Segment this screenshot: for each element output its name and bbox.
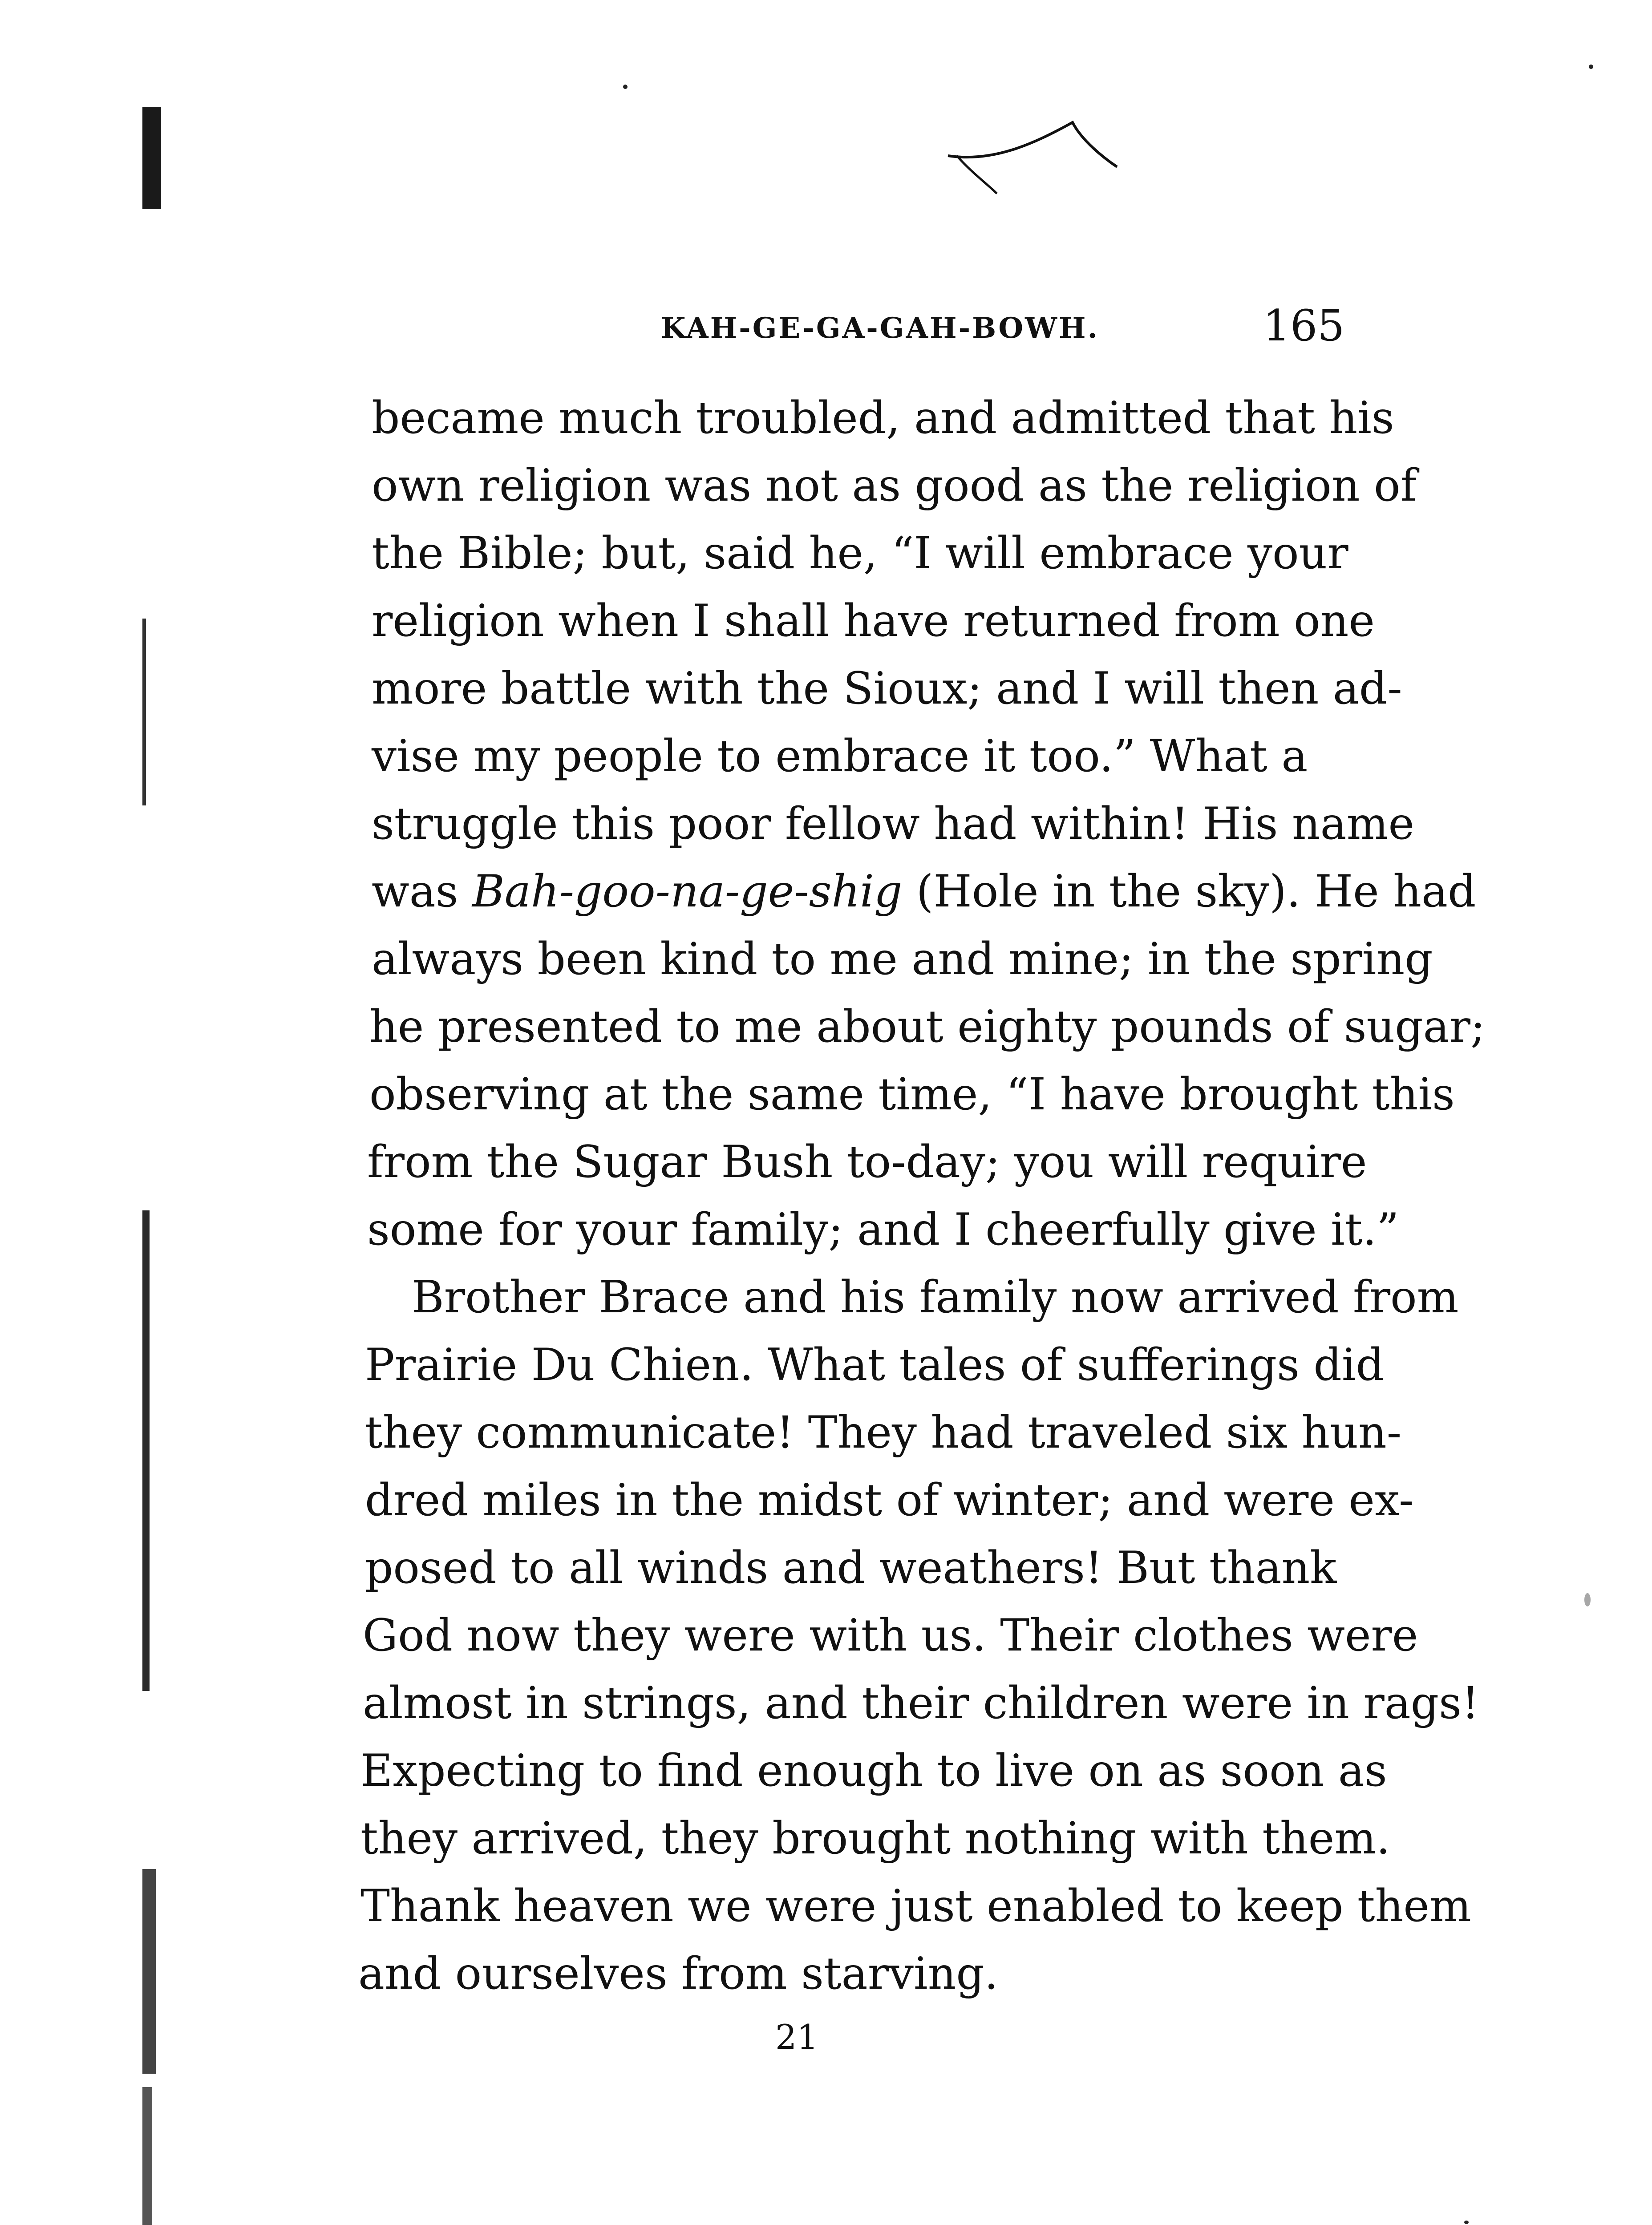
pen-scribble <box>939 113 1126 211</box>
text-line: Expecting to find enough to live on as soon as <box>360 1745 1387 1796</box>
text-line: Thank heaven we were just enabled to keep them <box>360 1881 1471 1932</box>
speck <box>623 85 628 89</box>
signature-mark: 21 <box>775 2017 818 2057</box>
text-line <box>372 866 1476 917</box>
text-line: from the Sugar Bush to-day; you will require <box>367 1137 1367 1188</box>
text-line: religion when I shall have returned from one <box>372 595 1375 647</box>
text-line: vise my people to embrace it too.” What a <box>372 731 1308 782</box>
text-line: and ourselves from starving. <box>358 1948 999 1999</box>
text-line: they arrived, they brought nothing with them. <box>360 1813 1390 1864</box>
text-line: some for your family; and I cheerfully give it.” <box>367 1204 1399 1255</box>
text-line: dred miles in the midst of winter; and were ex- <box>365 1475 1414 1526</box>
text-line: more battle with the Sioux; and I will then ad- <box>372 663 1402 714</box>
speck <box>1589 65 1593 69</box>
text-line: Brother Brace and his family now arrived from <box>412 1272 1459 1323</box>
italic-name: Bah-goo-na-ge-shig <box>472 866 903 917</box>
text-line: always been kind to me and mine; in the spring <box>372 934 1433 985</box>
text-line: God now they were with us. Their clothes were <box>363 1610 1418 1661</box>
page-number: 165 <box>1263 301 1345 351</box>
binding-shadow <box>142 107 174 2225</box>
speck <box>1584 1593 1591 1606</box>
text-line: they communicate! They had traveled six hun- <box>365 1407 1402 1458</box>
text-line: struggle this poor fellow had within! His name <box>372 798 1415 850</box>
text-line: almost in strings, and their children were in rags! <box>363 1678 1479 1729</box>
running-header: KAH-GE-GA-GAH-BOWH. <box>661 312 1099 345</box>
text-line: he presented to me about eighty pounds of sugar; <box>369 1001 1486 1052</box>
speck <box>1464 2221 1469 2224</box>
text-line: observing at the same time, “I have brought this <box>369 1069 1455 1120</box>
text-line: Prairie Du Chien. What tales of sufferings did <box>365 1339 1384 1391</box>
text-fragment: was <box>372 866 473 917</box>
text-line: became much troubled, and admitted that his <box>372 392 1394 444</box>
text-line: own religion was not as good as the religion of <box>372 460 1417 511</box>
text-line: the Bible; but, said he, “I will embrace your <box>372 528 1348 579</box>
text-line: posed to all winds and weathers! But thank <box>365 1542 1337 1594</box>
text-fragment: (Hole in the sky). He had <box>902 866 1476 917</box>
